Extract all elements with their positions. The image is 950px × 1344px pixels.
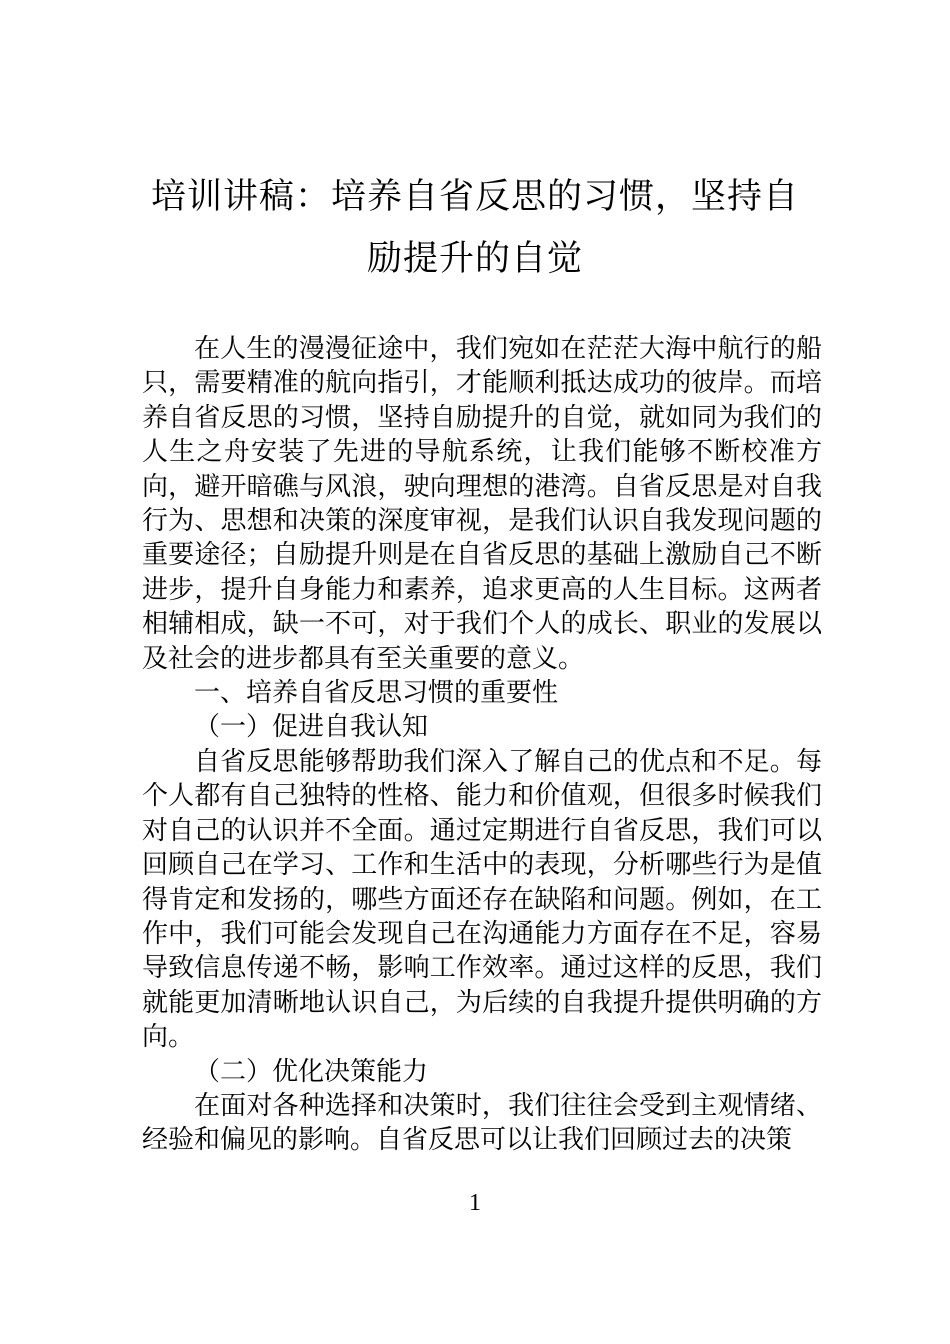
document-title: 培训讲稿：培养自省反思的习惯，坚持自励提升的自觉 xyxy=(150,177,799,279)
page-number: 1 xyxy=(469,1190,481,1216)
subsection-heading-1: （一）促进自我认知 xyxy=(194,712,429,743)
intro-paragraph: 在人生的漫漫征途中，我们宛如在茫茫大海中航行的船只，需要精准的航向指引，才能顺利抵达成功的彼岸。而培养自省反思的习惯，坚持自励提升的自觉，就如同为我们的人生之舟安装了先进的导航系统，让我们能够不断校准方向，避开暗礁与风浪，驶向理想的港湾。自省反思是对自我行为、思想和决策的深度审视，是我们认识自我发现问题的重要途径；自励提升则是在自省反思的基础上激励自己不断进步，提升自身能力和素养，追求更高的人生目标。这两者相辅相成，缺一不可，对于我们个人的成长、职业的发展以及社会的进步都具有至关重要的意义。 xyxy=(142,334,822,674)
section-heading-1: 一、培养自省反思习惯的重要性 xyxy=(194,678,559,709)
subsection-heading-2: （二）优化决策能力 xyxy=(194,1056,429,1087)
decision-paragraph: 在面对各种选择和决策时，我们往往会受到主观情绪、经验和偏见的影响。自省反思可以让我们回顾过去的决策 xyxy=(142,1090,822,1156)
self-awareness-paragraph: 自省反思能够帮助我们深入了解自己的优点和不足。每个人都有自己独特的性格、能力和价值观，但很多时候我们对自己的认识并不全面。通过定期进行自省反思，我们可以回顾自己在学习、工作和生活中的表现，分析哪些行为是值得肯定和发扬的，哪些方面还存在缺陷和问题。例如，在工作中，我们可能会发现自己在沟通能力方面存在不足，容易导致信息传递不畅，影响工作效率。通过这样的反思，我们就能更加清晰地认识自己，为后续的自我提升提供明确的方向。 xyxy=(142,746,822,1053)
document-body xyxy=(142,332,822,1158)
